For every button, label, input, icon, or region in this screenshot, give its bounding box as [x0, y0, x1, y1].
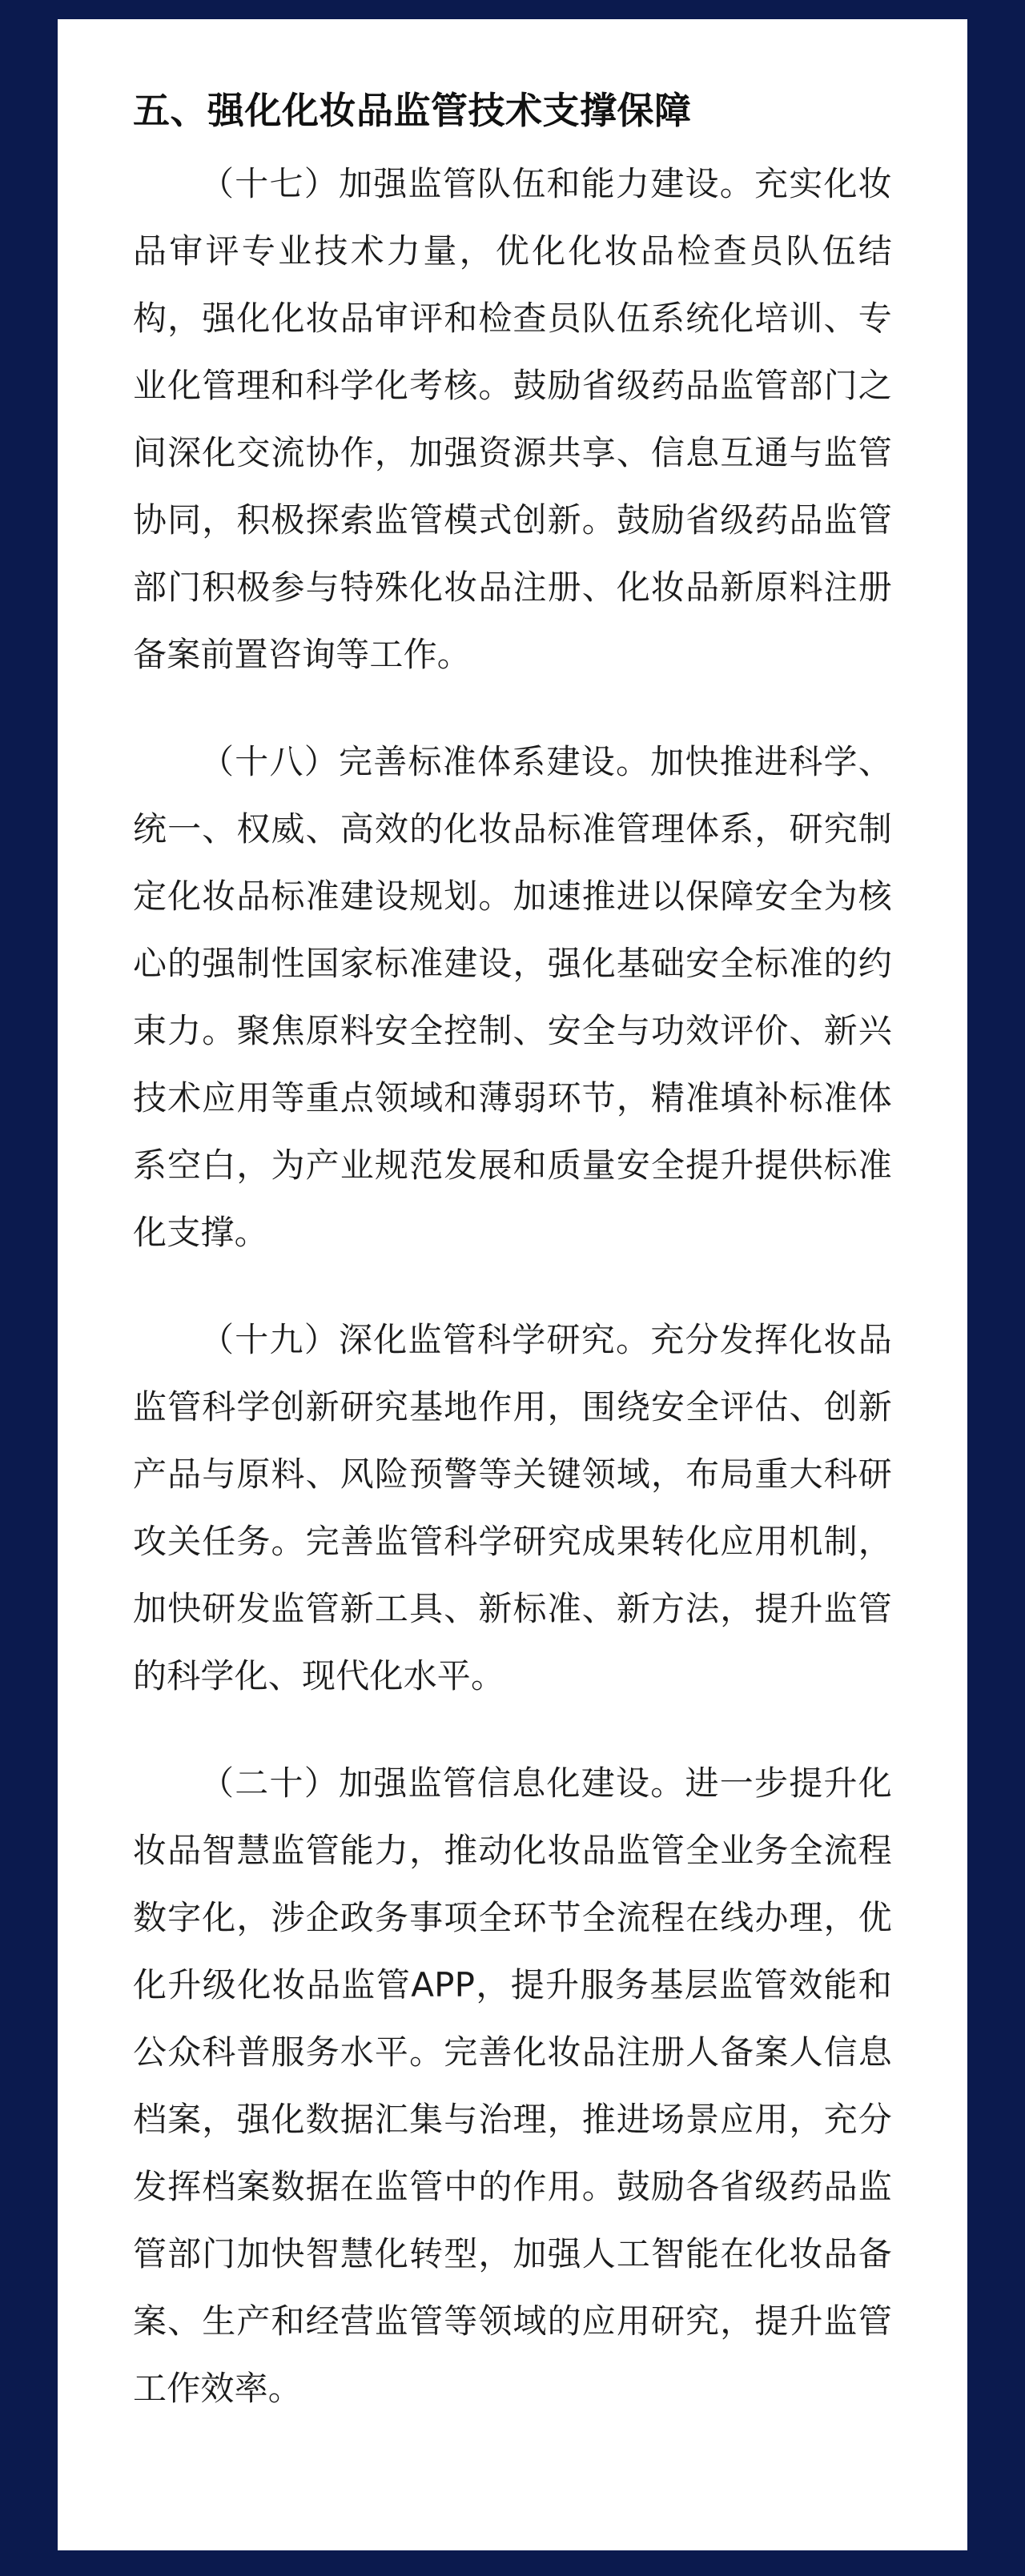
paragraph-17: （十七）加强监管队伍和能力建设。充实化妆品审评专业技术力量，优化化妆品检查员队伍结构，强化化妆品审评和检查员队伍系统化培训、专业化管理和科学化考核。鼓励省级药品监管部门之间深化交流协作，加强资源共享、信息互通与监管协同，积极探索监管模式创新。鼓励省级药品监管部门积极参与特殊化妆品注册、化妆品新原料注册备案前置咨询等工作。: [133, 164, 892, 674]
document-sheet: [58, 19, 967, 2550]
paragraph-20: （二十）加强监管信息化建设。进一步提升化妆品智慧监管能力，推动化妆品监管全业务全流程数字化，涉企政务事项全环节全流程在线办理，优化升级化妆品监管APP，提升服务基层监管效能和公众科普服务水平。完善化妆品注册人备案人信息档案，强化数据汇集与治理，推进场景应用，充分发挥档案数据在监管中的作用。鼓励各省级药品监管部门加快智慧化转型，加强人工智能在化妆品备案、生产和经营监管等领域的应用研究，提升监管工作效率。: [133, 1763, 892, 2408]
paragraph-18: （十八）完善标准体系建设。加快推进科学、统一、权威、高效的化妆品标准管理体系，研究制定化妆品标准建设规划。加速推进以保障安全为核心的强制性国家标准建设，强化基础安全标准的约束力。聚焦原料安全控制、安全与功效评价、新兴技术应用等重点领域和薄弱环节，精准填补标准体系空白，为产业规范发展和质量安全提升提供标准化支撑。: [133, 742, 892, 1252]
section-heading: 五、强化化妆品监管技术支撑保障: [133, 89, 692, 132]
paragraph-19: （十九）深化监管科学研究。充分发挥化妆品监管科学创新研究基地作用，围绕安全评估、创新产品与原料、风险预警等关键领域，布局重大科研攻关任务。完善监管科学研究成果转化应用机制，加快研发监管新工具、新标准、新方法，提升监管的科学化、现代化水平。: [133, 1320, 892, 1695]
